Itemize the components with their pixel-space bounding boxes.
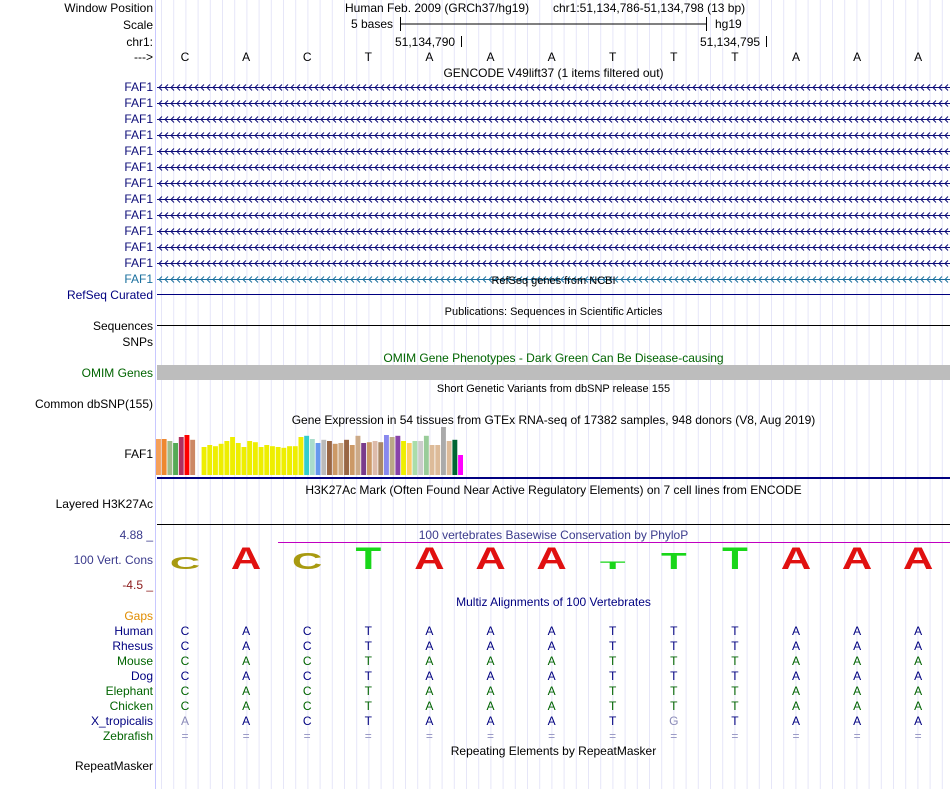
aligned-base: = — [303, 729, 311, 743]
aligned-base: A — [853, 654, 862, 668]
aligned-base: A — [914, 624, 923, 638]
reference-base: T — [670, 50, 678, 64]
conservation-logo[interactable] — [0, 540, 950, 570]
aligned-base: = — [486, 729, 494, 743]
aligned-base: A — [486, 639, 495, 653]
gencode-transcript-line[interactable] — [157, 195, 950, 204]
aligned-base: A — [425, 669, 434, 683]
refseq-gene-line[interactable] — [157, 294, 950, 295]
gtex-tissue-bar[interactable] — [299, 437, 304, 475]
aligned-base: A — [791, 714, 800, 728]
aligned-base: A — [914, 684, 923, 698]
gtex-tissue-bar[interactable] — [447, 441, 452, 475]
gtex-tissue-bar[interactable] — [207, 445, 212, 475]
aligned-base: = — [548, 729, 556, 743]
position-readout: chr1:51,134,786-51,134,798 (13 bp) — [553, 1, 746, 15]
gtex-tissue-bar[interactable] — [430, 445, 435, 475]
gtex-tissue-bar[interactable] — [167, 441, 172, 475]
gtex-tissue-bar[interactable] — [236, 443, 241, 475]
gtex-tissue-bar[interactable] — [458, 455, 463, 475]
aligned-base: C — [180, 639, 190, 653]
gtex-tissue-bar[interactable] — [390, 437, 395, 475]
aligned-base: A — [425, 639, 434, 653]
aligned-base: A — [547, 684, 556, 698]
aligned-base: A — [242, 699, 251, 713]
gtex-tissue-bar[interactable] — [316, 443, 321, 475]
aligned-base: = — [242, 729, 250, 743]
aligned-base: A — [853, 624, 862, 638]
conservation-base-glyph[interactable]: T — [355, 541, 382, 570]
aligned-base: C — [302, 639, 312, 653]
aligned-base: A — [547, 639, 556, 653]
aligned-base: = — [425, 729, 433, 743]
gencode-transcript-line[interactable] — [157, 259, 950, 268]
aligned-base: T — [609, 639, 617, 653]
conservation-base-glyph[interactable]: A — [780, 541, 812, 570]
gtex-tissue-bar[interactable] — [253, 442, 258, 475]
cons-min-label: -4.5 _ — [122, 578, 153, 592]
gencode-transcript-line[interactable] — [157, 115, 950, 124]
aligned-base: T — [609, 669, 617, 683]
conservation-base-glyph[interactable]: T — [660, 548, 687, 570]
gencode-transcript-line[interactable] — [157, 99, 950, 108]
gtex-tissue-bar[interactable] — [230, 437, 235, 475]
pubs-line[interactable] — [157, 325, 950, 326]
gtex-tissue-bar[interactable] — [276, 447, 281, 475]
gtex-tissue-bar[interactable] — [190, 440, 195, 475]
gtex-tissue-bar[interactable] — [224, 441, 229, 475]
reference-base: A — [486, 50, 495, 64]
reference-base: A — [914, 50, 923, 64]
gtex-tissue-bar[interactable] — [452, 440, 457, 475]
gtex-tissue-bar[interactable] — [202, 447, 207, 475]
aligned-base: T — [731, 624, 739, 638]
reference-base: A — [425, 50, 434, 64]
omim-track-title[interactable]: OMIM Gene Phenotypes - Dark Green Can Be Disease-causing — [383, 351, 724, 365]
gtex-tissue-bar[interactable] — [281, 448, 286, 475]
aligned-base: A — [425, 714, 434, 728]
gtex-tissue-bar[interactable] — [156, 439, 161, 475]
aligned-base: A — [425, 699, 434, 713]
gencode-transcript-label[interactable]: FAF1 — [124, 208, 153, 222]
cons-track-title[interactable]: 100 vertebrates Basewise Conservation by PhyloP — [418, 528, 689, 542]
aligned-base: A — [914, 714, 923, 728]
species-label[interactable]: X_tropicalis — [90, 714, 153, 728]
assembly-title: Human Feb. 2009 (GRCh37/hg19) — [345, 1, 530, 15]
gtex-tissue-bar[interactable] — [327, 441, 332, 475]
window-position-label: Window Position — [64, 1, 153, 15]
aligned-base: = — [914, 729, 922, 743]
gtex-tissue-bar[interactable] — [413, 441, 418, 475]
aligned-base: A — [242, 714, 251, 728]
gtex-tissue-bar[interactable] — [242, 447, 247, 475]
h3k27ac-baseline — [157, 524, 950, 525]
species-label[interactable]: Human — [114, 624, 153, 638]
aligned-base: A — [486, 714, 495, 728]
reference-base: T — [609, 50, 617, 64]
aligned-base: A — [547, 624, 556, 638]
gtex-tissue-bar[interactable] — [407, 443, 412, 475]
aligned-base: = — [853, 729, 861, 743]
chrom-label: chr1: — [126, 35, 153, 49]
snps-label[interactable]: SNPs — [122, 335, 153, 349]
gtex-tissue-bar[interactable] — [401, 441, 406, 475]
gencode-transcript-label[interactable]: FAF1 — [124, 272, 153, 286]
gtex-tissue-bar[interactable] — [287, 446, 292, 475]
aligned-base: C — [180, 684, 190, 698]
aligned-base: A — [853, 639, 862, 653]
omim-label[interactable]: OMIM Genes — [81, 366, 153, 380]
gtex-tissue-bar[interactable] — [338, 443, 343, 475]
aligned-base: A — [547, 654, 556, 668]
coord-790: 51,134,790 — [395, 35, 456, 49]
aligned-base: T — [731, 669, 739, 683]
aligned-base: = — [609, 729, 617, 743]
aligned-base: T — [731, 714, 739, 728]
aligned-base: T — [364, 624, 372, 638]
aligned-base: C — [302, 669, 312, 683]
refseq-track-title[interactable]: RefSeq genes from NCBI — [491, 275, 616, 287]
gtex-tissue-bar[interactable] — [310, 439, 315, 475]
reference-base: T — [364, 50, 372, 64]
aligned-base: A — [425, 654, 434, 668]
aligned-base: T — [731, 699, 739, 713]
aligned-base: = — [670, 729, 678, 743]
cons-max-label: 4.88 _ — [119, 528, 153, 542]
dbsnp-label[interactable]: Common dbSNP(155) — [34, 397, 153, 411]
gtex-tissue-bar[interactable] — [395, 436, 400, 475]
gtex-tissue-bar[interactable] — [424, 436, 429, 475]
aligned-base: A — [791, 654, 800, 668]
scale-label: Scale — [122, 18, 153, 32]
gencode-transcript-label[interactable]: FAF1 — [124, 96, 153, 110]
aligned-base: C — [302, 714, 312, 728]
conservation-base-glyph[interactable]: A — [841, 541, 873, 570]
gtex-tissue-bar[interactable] — [247, 441, 252, 475]
reference-base: A — [853, 50, 862, 64]
aligned-base: A — [914, 639, 923, 653]
aligned-base: C — [302, 684, 312, 698]
gtex-tissue-bar[interactable] — [213, 446, 218, 475]
aligned-base: A — [547, 714, 556, 728]
aligned-base: A — [791, 639, 800, 653]
aligned-base: A — [242, 624, 251, 638]
gtex-gene-label[interactable]: FAF1 — [124, 447, 153, 461]
conservation-base-glyph[interactable]: C — [169, 553, 201, 570]
species-label[interactable]: Dog — [130, 669, 153, 683]
gaps-label[interactable]: Gaps — [124, 609, 153, 623]
aligned-base: T — [364, 699, 372, 713]
aligned-base: A — [791, 669, 800, 683]
species-label[interactable]: Chicken — [109, 699, 153, 713]
aligned-base: C — [180, 654, 190, 668]
aligned-base: A — [486, 669, 495, 683]
aligned-base: A — [914, 654, 923, 668]
gtex-tissue-bar[interactable] — [162, 439, 167, 475]
gencode-transcript-label[interactable]: FAF1 — [124, 256, 153, 270]
gtex-tissue-bar[interactable] — [333, 444, 338, 475]
aligned-base: T — [731, 654, 739, 668]
aligned-base: A — [180, 714, 189, 728]
gtex-tissue-bar[interactable] — [384, 435, 389, 475]
gtex-tissue-bar[interactable] — [350, 445, 355, 475]
gtex-tissue-bar[interactable] — [173, 443, 178, 475]
gtex-track-title[interactable]: Gene Expression in 54 tissues from GTEx RNA-seq of 17382 samples, 948 donors (V8, Aug 2019) — [291, 413, 816, 427]
aligned-base: A — [425, 624, 434, 638]
conservation-base-glyph[interactable]: A — [903, 541, 934, 570]
aligned-base: A — [242, 639, 251, 653]
aligned-base: A — [242, 654, 251, 668]
aligned-base: A — [853, 714, 862, 728]
gencode-track-title[interactable]: GENCODE V49lift37 (1 items filtered out) — [443, 66, 664, 80]
reference-base: A — [242, 50, 251, 64]
gencode-transcript-line[interactable] — [157, 227, 950, 236]
species-label[interactable]: Mouse — [116, 654, 153, 668]
aligned-base: C — [302, 699, 312, 713]
aligned-base: A — [791, 624, 800, 638]
aligned-base: T — [609, 684, 617, 698]
aligned-base: C — [302, 654, 312, 668]
cons-label[interactable]: 100 Vert. Cons — [73, 553, 153, 567]
gtex-tissue-bar[interactable] — [321, 440, 326, 475]
gencode-transcript-label[interactable]: FAF1 — [124, 160, 153, 174]
refseq-label[interactable]: RefSeq Curated — [66, 288, 153, 302]
gtex-tissue-bar[interactable] — [185, 435, 190, 475]
gencode-transcript-line[interactable] — [157, 163, 950, 172]
h3k27ac-label[interactable]: Layered H3K27Ac — [55, 497, 153, 511]
aligned-base: A — [791, 684, 800, 698]
conservation-base-glyph[interactable]: T — [599, 559, 626, 570]
aligned-base: T — [670, 654, 678, 668]
aligned-base: T — [364, 654, 372, 668]
aligned-base: = — [181, 729, 189, 743]
repeatmasker-label[interactable]: RepeatMasker — [74, 759, 153, 773]
gencode-transcript-label[interactable]: FAF1 — [124, 128, 153, 142]
species-label[interactable]: Zebrafish — [102, 729, 153, 743]
species-label[interactable]: Rhesus — [112, 639, 153, 653]
gtex-tissue-bar[interactable] — [378, 442, 383, 475]
gtex-tissue-bar[interactable] — [361, 443, 366, 475]
gencode-transcript-label[interactable]: FAF1 — [124, 80, 153, 94]
conservation-base-glyph[interactable]: A — [414, 541, 445, 570]
reference-base: T — [731, 50, 739, 64]
conservation-base-glyph[interactable]: C — [292, 548, 323, 570]
gencode-transcript-line[interactable] — [157, 131, 950, 140]
gencode-transcript-label[interactable]: FAF1 — [124, 176, 153, 190]
aligned-base: A — [242, 669, 251, 683]
aligned-base: A — [486, 684, 495, 698]
scale-text: 5 bases — [351, 17, 394, 31]
gtex-tissue-bar[interactable] — [418, 441, 423, 475]
aligned-base: T — [364, 669, 372, 683]
gtex-tissue-bar[interactable] — [435, 445, 440, 475]
aligned-base: T — [670, 669, 678, 683]
aligned-base: = — [731, 729, 739, 743]
gtex-gene-model — [157, 477, 950, 479]
gencode-transcript-line[interactable] — [157, 83, 950, 92]
aligned-base: C — [180, 624, 190, 638]
conservation-base-glyph[interactable]: A — [230, 541, 262, 570]
aligned-base: C — [180, 669, 190, 683]
species-label[interactable]: Elephant — [105, 684, 153, 698]
aligned-base: A — [914, 669, 923, 683]
aligned-base: T — [364, 639, 372, 653]
db-label: hg19 — [715, 17, 742, 31]
aligned-base: T — [670, 699, 678, 713]
reference-base: A — [547, 50, 556, 64]
aligned-base: A — [853, 699, 862, 713]
aligned-base: T — [609, 714, 617, 728]
gtex-tissue-bar[interactable] — [219, 444, 224, 475]
gtex-tissue-bar[interactable] — [373, 441, 378, 475]
aligned-base: A — [486, 699, 495, 713]
sequences-label[interactable]: Sequences — [92, 319, 153, 333]
h3k27ac-track-title[interactable]: H3K27Ac Mark (Often Found Near Active Regulatory Elements) on 7 cell lines from ENCODE — [305, 483, 802, 497]
aligned-base: T — [364, 684, 372, 698]
pubs-track-title[interactable]: Publications: Sequences in Scientific Articles — [444, 306, 663, 318]
aligned-base: T — [609, 699, 617, 713]
aligned-base: A — [547, 669, 556, 683]
aligned-base: T — [364, 714, 372, 728]
multiz-track-title[interactable]: Multiz Alignments of 100 Vertebrates — [456, 595, 651, 609]
aligned-base: A — [486, 624, 495, 638]
repeat-track-title[interactable]: Repeating Elements by RepeatMasker — [450, 744, 657, 758]
gtex-tissue-bar[interactable] — [259, 447, 264, 475]
strand-label: ---> — [134, 50, 153, 64]
omim-gene-bar[interactable] — [157, 365, 950, 380]
conservation-base-glyph[interactable]: A — [536, 541, 567, 570]
gencode-transcript-label[interactable]: FAF1 — [124, 240, 153, 254]
gtex-tissue-bar[interactable] — [441, 427, 446, 475]
aligned-base: = — [364, 729, 372, 743]
aligned-base: A — [853, 684, 862, 698]
aligned-base: T — [670, 684, 678, 698]
aligned-base: A — [914, 699, 923, 713]
gtex-tissue-bar[interactable] — [293, 446, 298, 475]
dbsnp-track-title[interactable]: Short Genetic Variants from dbSNP release 155 — [436, 383, 671, 395]
gtex-tissue-bar[interactable] — [356, 436, 361, 475]
gencode-transcript-line[interactable] — [157, 211, 950, 220]
reference-base: C — [180, 50, 190, 64]
aligned-base: A — [791, 699, 800, 713]
gtex-tissue-bar[interactable] — [264, 445, 269, 475]
gencode-transcript-label[interactable]: FAF1 — [124, 224, 153, 238]
aligned-base: C — [180, 699, 190, 713]
gencode-transcript-label[interactable]: FAF1 — [124, 144, 153, 158]
reference-base: C — [302, 50, 312, 64]
aligned-base: G — [669, 714, 679, 728]
reference-base: A — [791, 50, 800, 64]
aligned-base: A — [425, 684, 434, 698]
aligned-base: T — [731, 684, 739, 698]
aligned-base: T — [609, 654, 617, 668]
conservation-base-glyph[interactable]: T — [722, 541, 748, 570]
aligned-base: A — [853, 669, 862, 683]
aligned-base: A — [242, 684, 251, 698]
aligned-base: T — [609, 624, 617, 638]
aligned-base: T — [731, 639, 739, 653]
gencode-transcript-label[interactable]: FAF1 — [124, 192, 153, 206]
aligned-base: T — [670, 624, 678, 638]
aligned-base: T — [670, 639, 678, 653]
aligned-base: = — [792, 729, 800, 743]
gtex-tissue-bar[interactable] — [270, 446, 275, 475]
aligned-base: A — [547, 699, 556, 713]
gencode-transcript-line[interactable] — [157, 179, 950, 188]
gencode-transcript-line[interactable] — [157, 147, 950, 156]
aligned-base: C — [302, 624, 312, 638]
gtex-tissue-bar[interactable] — [304, 436, 309, 475]
aligned-base: A — [486, 654, 495, 668]
conservation-base-glyph[interactable]: A — [475, 541, 506, 570]
gtex-tissue-bar[interactable] — [367, 442, 372, 475]
gtex-tissue-bar[interactable] — [344, 440, 349, 475]
gtex-tissue-bar[interactable] — [179, 437, 184, 475]
coord-795: 51,134,795 — [700, 35, 761, 49]
gtex-bar-graph[interactable] — [155, 425, 555, 480]
gencode-transcript-label[interactable]: FAF1 — [124, 112, 153, 126]
gencode-transcript-line[interactable] — [157, 243, 950, 252]
